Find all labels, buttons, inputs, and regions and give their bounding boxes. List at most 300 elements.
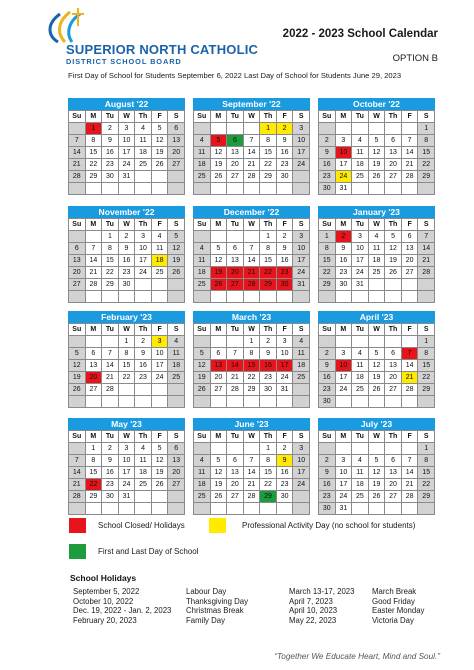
day-cell: 16 — [319, 372, 336, 384]
day-cell: 2 — [319, 135, 336, 147]
day-cell: 24 — [135, 267, 152, 279]
day-cell: 13 — [385, 360, 402, 372]
empty-day-cell — [227, 183, 244, 195]
empty-day-cell — [336, 336, 353, 348]
empty-day-cell — [86, 396, 103, 408]
weekday-header: M — [86, 431, 103, 443]
day-cell: 23 — [277, 267, 294, 279]
day-cell: 30 — [319, 396, 336, 408]
day-cell: 7 — [102, 348, 119, 360]
day-cell: 14 — [244, 255, 261, 267]
empty-day-cell — [369, 291, 386, 303]
empty-day-cell — [211, 123, 228, 135]
day-cell: 18 — [369, 255, 386, 267]
empty-day-cell — [69, 231, 86, 243]
weekday-header: F — [152, 324, 169, 336]
day-cell: 22 — [418, 372, 435, 384]
empty-day-cell — [352, 443, 369, 455]
day-cell: 20 — [211, 372, 228, 384]
day-cell: 16 — [102, 147, 119, 159]
month-grid — [318, 110, 435, 195]
empty-day-cell — [277, 183, 294, 195]
day-cell: 30 — [119, 279, 136, 291]
month-grid — [193, 110, 310, 195]
day-cell: 19 — [152, 147, 169, 159]
day-cell: 10 — [152, 348, 169, 360]
weekday-header: S — [293, 111, 310, 123]
day-cell: 18 — [194, 479, 211, 491]
day-cell: 9 — [102, 135, 119, 147]
weekday-header: Su — [194, 324, 211, 336]
day-cell: 24 — [336, 491, 353, 503]
day-cell: 11 — [194, 147, 211, 159]
empty-day-cell — [402, 336, 419, 348]
weekday-header: M — [86, 324, 103, 336]
weekday-header: W — [119, 431, 136, 443]
empty-day-cell — [260, 291, 277, 303]
empty-day-cell — [86, 336, 103, 348]
weekday-header: W — [244, 324, 261, 336]
empty-day-cell — [336, 396, 353, 408]
day-cell: 25 — [168, 372, 185, 384]
day-cell: 8 — [260, 135, 277, 147]
day-cell: 8 — [418, 135, 435, 147]
weekday-header: W — [369, 431, 386, 443]
day-cell: 19 — [211, 267, 228, 279]
empty-day-cell — [168, 384, 185, 396]
day-cell: 17 — [152, 360, 169, 372]
day-cell: 17 — [119, 467, 136, 479]
empty-day-cell — [152, 503, 169, 515]
empty-day-cell — [352, 183, 369, 195]
day-cell: 25 — [135, 159, 152, 171]
day-cell: 3 — [135, 231, 152, 243]
empty-day-cell — [244, 231, 261, 243]
day-cell: 14 — [402, 467, 419, 479]
day-cell: 17 — [277, 360, 294, 372]
month-title: August '22 — [68, 98, 185, 110]
day-cell: 4 — [152, 231, 169, 243]
day-cell: 28 — [402, 384, 419, 396]
empty-day-cell — [319, 123, 336, 135]
day-cell: 20 — [402, 255, 419, 267]
weekday-header: S — [168, 111, 185, 123]
legend-red-swatch — [69, 518, 86, 533]
holiday-date: April 10, 2023 — [289, 606, 338, 616]
empty-day-cell — [369, 336, 386, 348]
day-cell: 22 — [86, 479, 103, 491]
day-cell: 9 — [277, 243, 294, 255]
empty-day-cell — [385, 123, 402, 135]
empty-day-cell — [369, 396, 386, 408]
day-cell: 30 — [260, 384, 277, 396]
day-cell: 16 — [135, 360, 152, 372]
weekday-header: Th — [385, 431, 402, 443]
day-cell: 27 — [385, 384, 402, 396]
day-cell: 13 — [227, 255, 244, 267]
day-cell: 2 — [119, 231, 136, 243]
empty-day-cell — [135, 491, 152, 503]
weekday-header: W — [244, 219, 261, 231]
weekday-header: F — [402, 219, 419, 231]
day-cell: 1 — [102, 231, 119, 243]
day-cell: 25 — [352, 491, 369, 503]
day-cell: 9 — [260, 348, 277, 360]
day-cell: 28 — [86, 279, 103, 291]
day-cell: 4 — [168, 336, 185, 348]
empty-day-cell — [119, 384, 136, 396]
day-cell: 6 — [227, 135, 244, 147]
day-cell: 20 — [385, 372, 402, 384]
day-cell: 14 — [86, 255, 103, 267]
day-cell: 29 — [260, 171, 277, 183]
empty-day-cell — [227, 123, 244, 135]
day-cell: 14 — [102, 360, 119, 372]
day-cell: 27 — [86, 384, 103, 396]
day-cell: 16 — [277, 147, 294, 159]
weekday-header: Th — [260, 219, 277, 231]
day-cell: 6 — [385, 348, 402, 360]
empty-day-cell — [102, 396, 119, 408]
day-cell: 21 — [244, 159, 261, 171]
day-cell: 8 — [260, 243, 277, 255]
empty-day-cell — [194, 291, 211, 303]
empty-day-cell — [385, 503, 402, 515]
day-cell: 9 — [319, 147, 336, 159]
empty-day-cell — [402, 183, 419, 195]
day-cell: 22 — [244, 372, 261, 384]
month-grid — [193, 218, 310, 303]
day-cell: 25 — [369, 267, 386, 279]
weekday-header: S — [168, 324, 185, 336]
month-grid — [193, 323, 310, 408]
day-cell: 3 — [293, 443, 310, 455]
day-cell: 13 — [168, 135, 185, 147]
day-cell: 28 — [402, 171, 419, 183]
empty-day-cell — [244, 123, 261, 135]
day-cell: 2 — [135, 336, 152, 348]
weekday-header: M — [211, 324, 228, 336]
day-cell: 25 — [194, 279, 211, 291]
weekday-header: S — [418, 324, 435, 336]
day-cell: 25 — [135, 479, 152, 491]
empty-day-cell — [227, 231, 244, 243]
day-cell: 19 — [168, 255, 185, 267]
holiday-name: March Break — [372, 587, 417, 596]
weekday-header: S — [418, 431, 435, 443]
empty-day-cell — [352, 123, 369, 135]
day-cell: 2 — [102, 123, 119, 135]
weekday-header: Th — [260, 324, 277, 336]
day-cell: 7 — [86, 243, 103, 255]
empty-day-cell — [69, 503, 86, 515]
day-cell: 5 — [211, 243, 228, 255]
day-cell: 27 — [227, 171, 244, 183]
empty-day-cell — [119, 503, 136, 515]
month-calendar — [318, 311, 435, 408]
empty-day-cell — [168, 183, 185, 195]
weekday-header: F — [152, 219, 169, 231]
day-cell: 13 — [211, 360, 228, 372]
day-cell: 30 — [102, 171, 119, 183]
day-cell: 21 — [227, 372, 244, 384]
day-cell: 17 — [293, 467, 310, 479]
holiday-name: Easter Monday — [372, 606, 425, 616]
day-cell: 1 — [260, 123, 277, 135]
day-cell: 9 — [119, 243, 136, 255]
day-cell: 11 — [152, 243, 169, 255]
day-cell: 23 — [319, 384, 336, 396]
day-cell: 26 — [369, 171, 386, 183]
holiday-name: Thanksgiving Day — [186, 596, 248, 606]
weekday-header: M — [336, 219, 353, 231]
day-cell: 6 — [86, 348, 103, 360]
day-cell: 15 — [102, 255, 119, 267]
day-cell: 27 — [168, 159, 185, 171]
day-cell: 19 — [211, 159, 228, 171]
weekday-header: M — [86, 111, 103, 123]
weekday-header: Th — [135, 219, 152, 231]
day-cell: 15 — [418, 360, 435, 372]
day-cell: 9 — [336, 243, 353, 255]
empty-day-cell — [369, 443, 386, 455]
day-cell: 12 — [211, 255, 228, 267]
month-grid — [193, 430, 310, 515]
empty-day-cell — [69, 443, 86, 455]
empty-day-cell — [227, 336, 244, 348]
empty-day-cell — [102, 291, 119, 303]
month-title: July '23 — [318, 418, 435, 430]
empty-day-cell — [152, 279, 169, 291]
empty-day-cell — [336, 443, 353, 455]
empty-day-cell — [168, 503, 185, 515]
day-cell: 29 — [418, 171, 435, 183]
empty-day-cell — [135, 384, 152, 396]
day-cell: 27 — [227, 279, 244, 291]
month-grid — [68, 323, 185, 408]
day-cell: 3 — [119, 123, 136, 135]
day-cell: 8 — [418, 455, 435, 467]
month-grid — [318, 323, 435, 408]
day-cell: 2 — [277, 123, 294, 135]
empty-day-cell — [119, 183, 136, 195]
day-cell: 22 — [119, 372, 136, 384]
day-cell: 6 — [402, 231, 419, 243]
day-cell: 13 — [385, 147, 402, 159]
weekday-header: F — [277, 324, 294, 336]
day-cell: 15 — [86, 467, 103, 479]
day-cell: 17 — [336, 479, 353, 491]
empty-day-cell — [152, 491, 169, 503]
day-cell: 15 — [418, 467, 435, 479]
day-cell: 23 — [319, 491, 336, 503]
weekday-header: Su — [69, 431, 86, 443]
day-cell: 3 — [336, 455, 353, 467]
empty-day-cell — [277, 503, 294, 515]
weekday-header: Th — [135, 111, 152, 123]
day-cell: 26 — [369, 491, 386, 503]
holiday-date: Dec. 19, 2022 - Jan. 2, 2023 — [73, 606, 172, 616]
day-cell: 5 — [152, 123, 169, 135]
empty-day-cell — [293, 171, 310, 183]
day-cell: 27 — [227, 491, 244, 503]
month-grid — [68, 110, 185, 195]
day-cell: 3 — [293, 123, 310, 135]
day-cell: 12 — [211, 467, 228, 479]
day-cell: 5 — [385, 231, 402, 243]
empty-day-cell — [152, 384, 169, 396]
weekday-header: Su — [194, 431, 211, 443]
day-cell: 28 — [418, 267, 435, 279]
day-cell: 8 — [418, 348, 435, 360]
day-cell: 5 — [369, 348, 386, 360]
empty-day-cell — [385, 396, 402, 408]
day-cell: 26 — [385, 267, 402, 279]
day-cell: 25 — [352, 171, 369, 183]
day-cell: 27 — [385, 171, 402, 183]
day-cell: 27 — [211, 384, 228, 396]
day-cell: 24 — [352, 267, 369, 279]
day-cell: 11 — [194, 255, 211, 267]
day-cell: 11 — [369, 243, 386, 255]
empty-day-cell — [211, 231, 228, 243]
month-title: January '23 — [318, 206, 435, 218]
empty-day-cell — [168, 279, 185, 291]
empty-day-cell — [369, 183, 386, 195]
empty-day-cell — [352, 503, 369, 515]
day-cell: 14 — [418, 243, 435, 255]
empty-day-cell — [211, 396, 228, 408]
day-cell: 4 — [352, 348, 369, 360]
day-cell: 25 — [194, 171, 211, 183]
legend-pa-day-label: Professional Activity Day (no school for students) — [242, 521, 416, 530]
weekday-header: Tu — [352, 324, 369, 336]
empty-day-cell — [369, 279, 386, 291]
day-cell: 6 — [211, 348, 228, 360]
day-cell: 18 — [168, 360, 185, 372]
holiday-name: Victoria Day — [372, 615, 414, 625]
weekday-header: W — [119, 324, 136, 336]
weekday-header: Tu — [102, 324, 119, 336]
empty-day-cell — [152, 171, 169, 183]
holiday-date: May 22, 2023 — [289, 615, 337, 625]
day-cell: 14 — [402, 147, 419, 159]
day-cell: 1 — [260, 443, 277, 455]
empty-day-cell — [293, 491, 310, 503]
empty-day-cell — [135, 279, 152, 291]
holidays-right-names — [372, 587, 424, 625]
empty-day-cell — [135, 396, 152, 408]
empty-day-cell — [135, 503, 152, 515]
board-motto: “Together We Educate Heart, Mind and Soul.” — [274, 652, 440, 661]
empty-day-cell — [418, 503, 435, 515]
day-cell: 10 — [293, 135, 310, 147]
holiday-name: Family Day — [186, 615, 225, 625]
weekday-header: M — [336, 111, 353, 123]
day-cell: 31 — [277, 384, 294, 396]
empty-day-cell — [194, 231, 211, 243]
empty-day-cell — [86, 183, 103, 195]
weekday-header: Su — [69, 111, 86, 123]
day-cell: 26 — [152, 479, 169, 491]
day-cell: 11 — [352, 467, 369, 479]
day-cell: 2 — [277, 231, 294, 243]
weekday-header: M — [336, 431, 353, 443]
empty-day-cell — [244, 443, 261, 455]
weekday-header: W — [369, 111, 386, 123]
day-cell: 9 — [277, 135, 294, 147]
weekday-header: Th — [385, 324, 402, 336]
empty-day-cell — [168, 491, 185, 503]
day-cell: 12 — [369, 467, 386, 479]
empty-day-cell — [119, 396, 136, 408]
day-cell: 17 — [336, 372, 353, 384]
weekday-header: F — [277, 431, 294, 443]
day-cell: 4 — [352, 455, 369, 467]
day-cell: 31 — [119, 171, 136, 183]
day-cell: 26 — [152, 159, 169, 171]
day-cell: 26 — [194, 384, 211, 396]
day-cell: 9 — [319, 360, 336, 372]
holiday-date: September 5, 2022 — [73, 587, 140, 596]
day-cell: 27 — [168, 479, 185, 491]
day-cell: 18 — [135, 467, 152, 479]
day-cell: 6 — [227, 455, 244, 467]
day-cell: 2 — [319, 455, 336, 467]
month-grid — [68, 430, 185, 515]
weekday-header: F — [277, 219, 294, 231]
day-cell: 7 — [244, 243, 261, 255]
empty-day-cell — [135, 183, 152, 195]
day-cell: 12 — [211, 147, 228, 159]
empty-day-cell — [86, 503, 103, 515]
weekday-header: W — [119, 111, 136, 123]
empty-day-cell — [194, 503, 211, 515]
empty-day-cell — [260, 183, 277, 195]
empty-day-cell — [194, 183, 211, 195]
empty-day-cell — [211, 336, 228, 348]
day-cell: 20 — [227, 267, 244, 279]
day-cell: 11 — [168, 348, 185, 360]
day-cell: 23 — [260, 372, 277, 384]
weekday-header: Su — [194, 219, 211, 231]
day-cell: 16 — [260, 360, 277, 372]
day-cell: 4 — [135, 443, 152, 455]
weekday-header: W — [244, 431, 261, 443]
empty-day-cell — [418, 183, 435, 195]
day-cell: 11 — [352, 360, 369, 372]
day-cell: 13 — [402, 243, 419, 255]
day-cell: 5 — [69, 348, 86, 360]
day-cell: 31 — [352, 279, 369, 291]
day-cell: 25 — [194, 491, 211, 503]
day-cell: 6 — [385, 455, 402, 467]
empty-day-cell — [385, 336, 402, 348]
day-cell: 9 — [319, 467, 336, 479]
day-cell: 5 — [211, 135, 228, 147]
empty-day-cell — [293, 503, 310, 515]
day-cell: 26 — [369, 384, 386, 396]
month-title: March '23 — [193, 311, 310, 323]
day-cell: 24 — [336, 384, 353, 396]
weekday-header: Tu — [102, 111, 119, 123]
weekday-header: Th — [135, 324, 152, 336]
empty-day-cell — [385, 443, 402, 455]
weekday-header: M — [86, 219, 103, 231]
weekday-header: Th — [385, 111, 402, 123]
weekday-header: F — [402, 431, 419, 443]
empty-day-cell — [227, 396, 244, 408]
